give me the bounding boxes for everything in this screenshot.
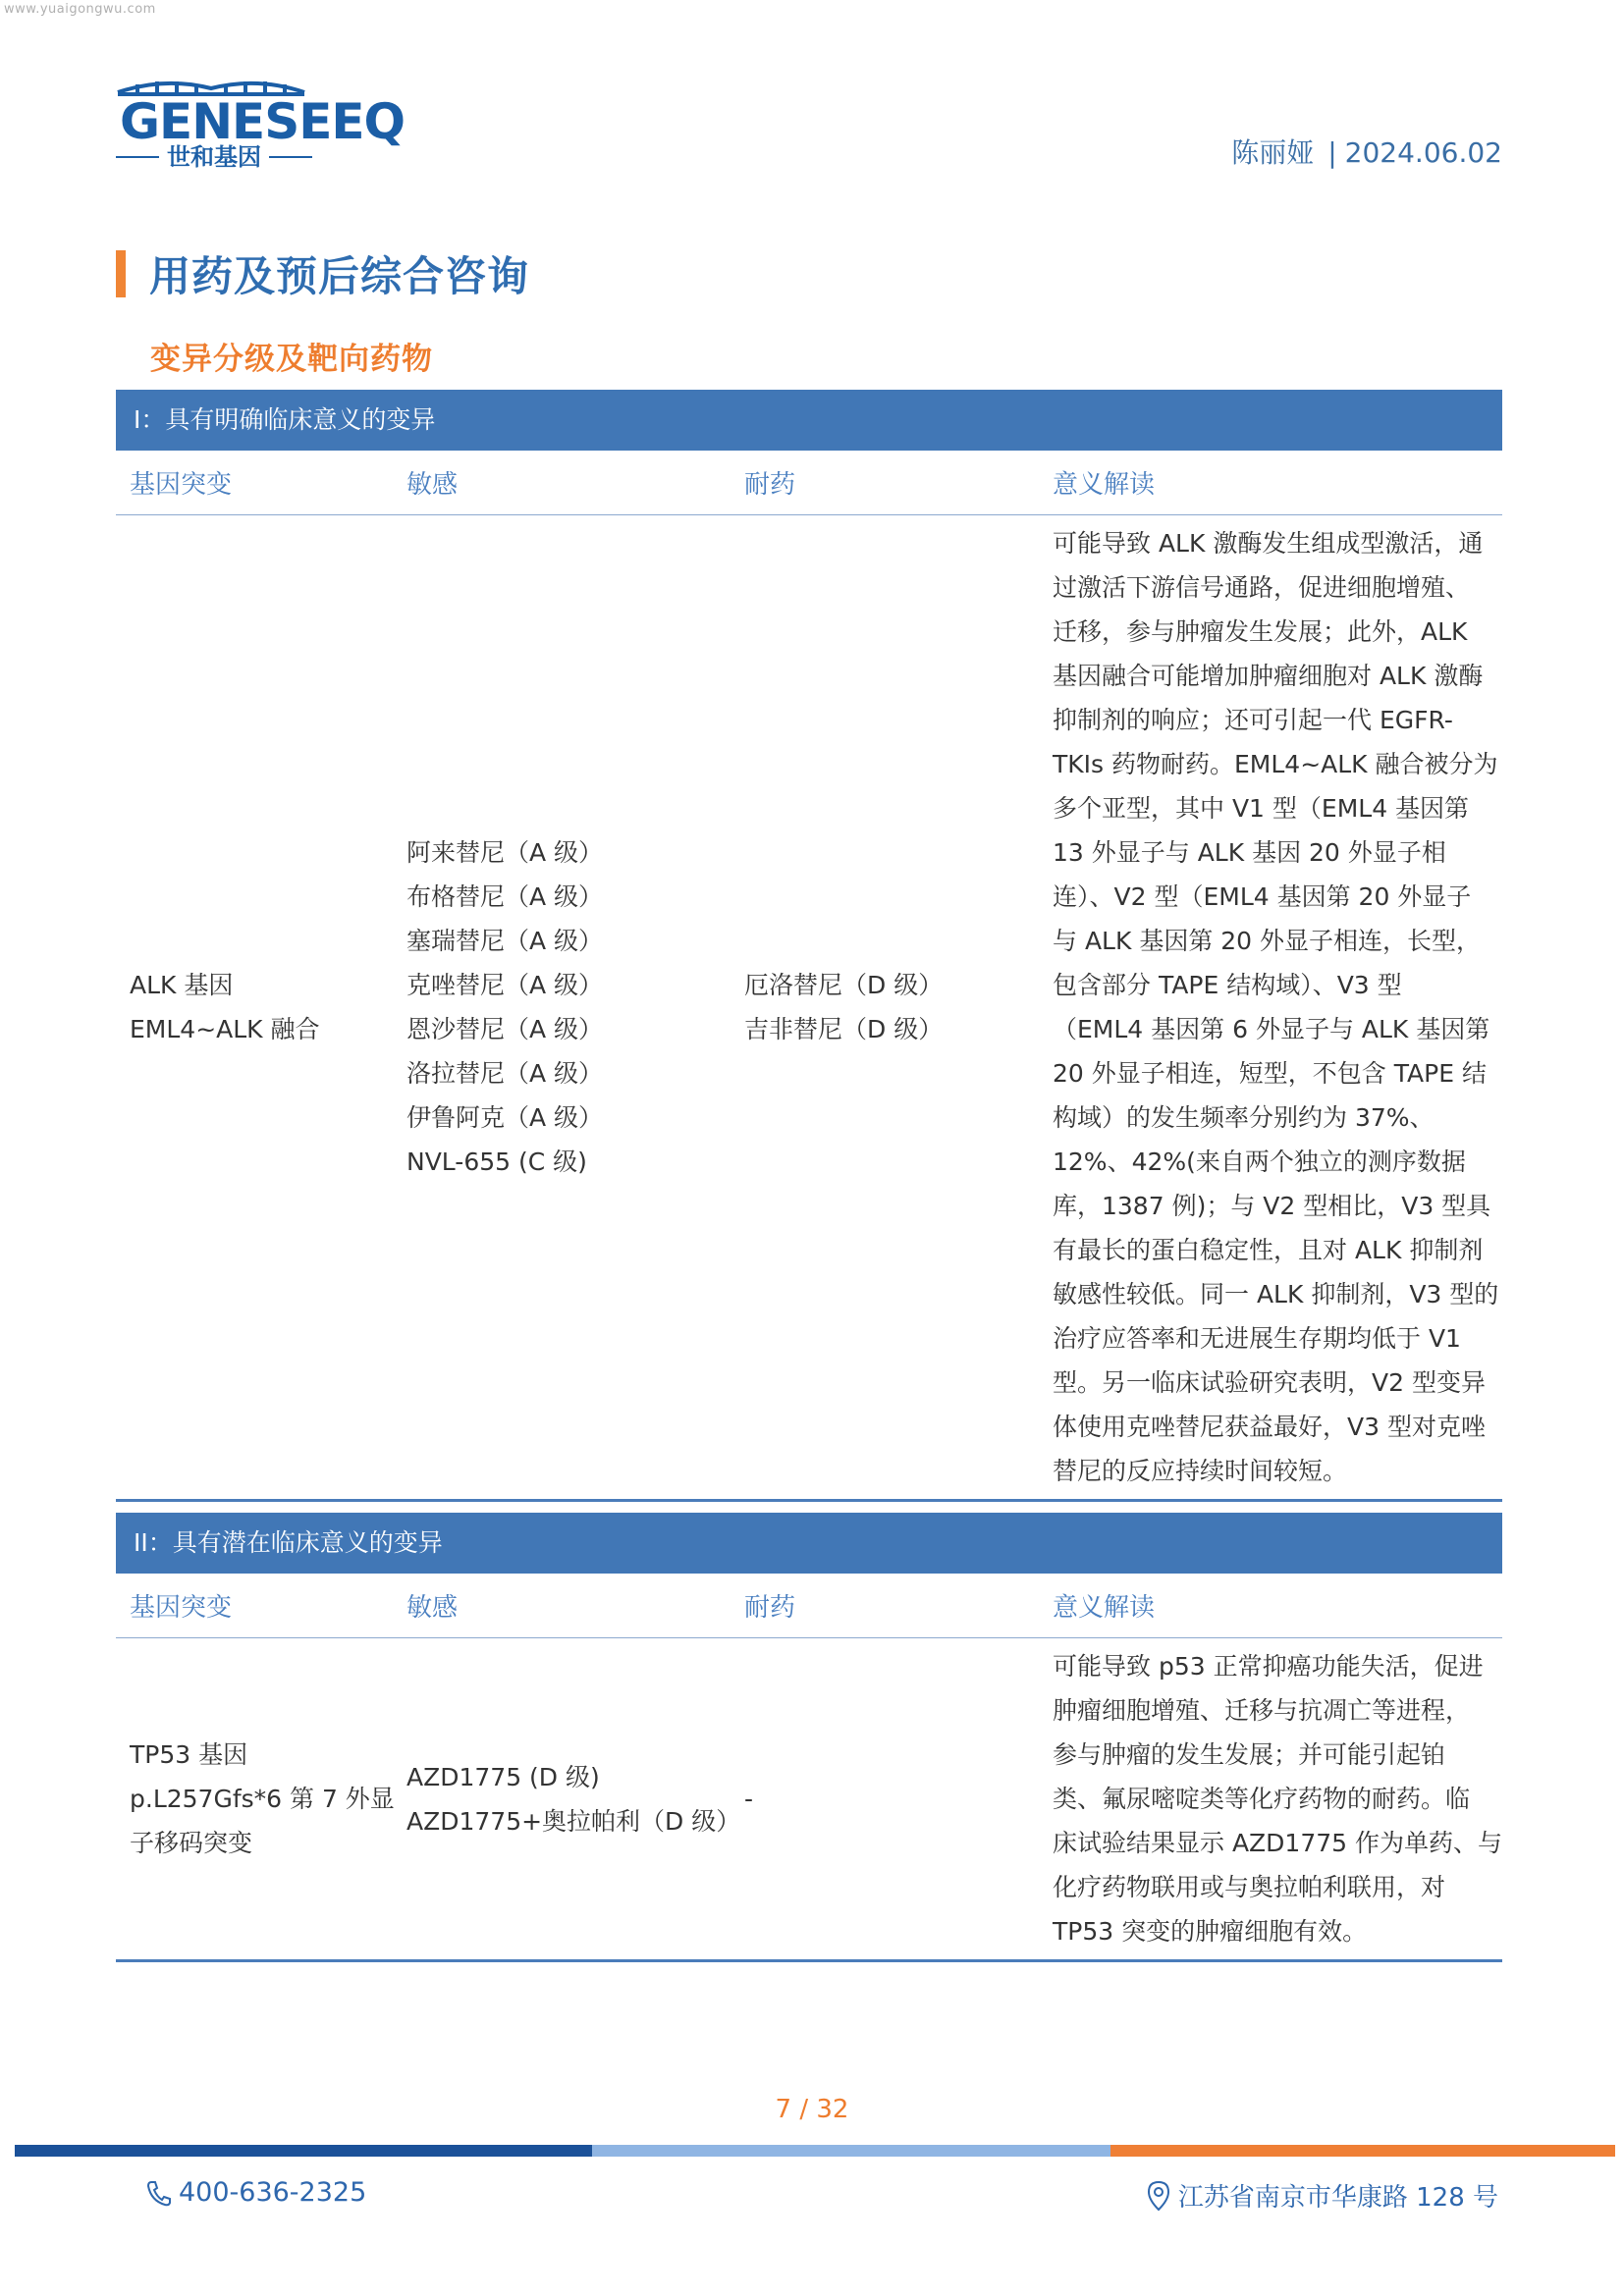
phone-icon	[145, 2179, 171, 2207]
tier1-column-headers	[116, 451, 1502, 515]
tier2-banner: II：具有潜在临床意义的变异	[116, 1513, 1502, 1574]
cell-line: 恩沙替尼（A 级）	[406, 1015, 604, 1043]
cell-line: 与 ALK 基因第 20 外显子相连，长型，	[1053, 927, 1482, 955]
cell-line: 可能导致 ALK 激酶发生组成型激活，通	[1053, 529, 1484, 558]
cell-line: 12%、42%(来自两个独立的测序数据	[1053, 1148, 1466, 1176]
tier1-table	[116, 390, 1502, 1502]
cell-line: 型。另一临床试验研究表明，V2 型变异	[1053, 1368, 1486, 1397]
table-row	[116, 1638, 1502, 1962]
logo-cn-text: 世和基因	[167, 143, 261, 171]
cell-line: 库，1387 例)；与 V2 型相比，V3 型具	[1053, 1192, 1491, 1220]
resistant-cell	[731, 515, 1039, 1499]
section-title	[116, 247, 529, 300]
cell-line: 体使用克唑替尼获益最好，V3 型对克唑	[1053, 1413, 1486, 1441]
cell-line: TP53 基因	[130, 1740, 248, 1769]
cell-line: 有最长的蛋白稳定性，且对 ALK 抑制剂	[1053, 1236, 1484, 1264]
cell-line: 敏感性较低。同一 ALK 抑制剂，V3 型的	[1053, 1280, 1499, 1308]
cell-line: 克唑替尼（A 级）	[406, 971, 604, 999]
logo-line-right	[269, 156, 312, 158]
section-title-text: 用药及预后综合咨询	[149, 252, 530, 300]
cell-line: 吉非替尼（D 级）	[744, 1015, 944, 1043]
cell-line: 化疗药物联用或与奥拉帕利联用，对	[1053, 1873, 1446, 1901]
logo-line-left	[116, 156, 159, 158]
table-row	[116, 515, 1502, 1502]
col-header-meaning: 意义解读	[1053, 470, 1156, 500]
cell-line: 洛拉替尼（A 级）	[406, 1059, 604, 1088]
col-header-resistant: 耐药	[744, 470, 796, 500]
footer-address	[1147, 2177, 1498, 2214]
cell-line: p.L257Gfs*6 第 7 外显	[130, 1785, 395, 1813]
sensitive-cell	[393, 515, 731, 1499]
patient-name: 陈丽娅	[1231, 136, 1315, 169]
cell-line: 参与肿瘤的发生发展；并可能引起铂	[1053, 1740, 1446, 1769]
cell-line: EML4~ALK 融合	[130, 1015, 320, 1043]
col-header-sensitive: 敏感	[406, 470, 459, 500]
cell-line: 包含部分 TAPE 结构域）、V3 型	[1053, 971, 1402, 999]
col-header-gene: 基因突变	[130, 470, 233, 500]
report-date: 2024.06.02	[1344, 136, 1502, 169]
cell-line: 床试验结果显示 AZD1775 作为单药、与	[1053, 1829, 1502, 1857]
footer-phone	[145, 2177, 366, 2208]
tier1-banner: I：具有明确临床意义的变异	[116, 390, 1502, 451]
meaning-cell	[1039, 515, 1502, 1499]
col-header-sensitive: 敏感	[406, 1593, 459, 1623]
cell-line: NVL-655 (C 级)	[406, 1148, 587, 1176]
gene-cell	[116, 1638, 393, 1959]
col-header-gene: 基因突变	[130, 1593, 233, 1623]
cell-line: AZD1775 (D 级)	[406, 1762, 600, 1791]
footer-bar-orange	[1110, 2145, 1615, 2157]
cell-line: 可能导致 p53 正常抑癌功能失活，促进	[1053, 1652, 1484, 1681]
cell-line: TP53 突变的肿瘤细胞有效。	[1053, 1917, 1368, 1946]
cell-line: 类、氟尿嘧啶类等化疗药物的耐药。临	[1053, 1785, 1471, 1813]
cell-line: 过激活下游信号通路，促进细胞增殖、	[1053, 573, 1471, 602]
cell-line: 布格替尼（A 级）	[406, 882, 604, 911]
cell-line: 抑制剂的响应；还可引起一代 EGFR-	[1053, 706, 1453, 734]
footer-bar-light-blue	[592, 2145, 1110, 2157]
cell-line: 伊鲁阿克（A 级）	[406, 1103, 604, 1132]
address-text: 江苏省南京市华康路 128 号	[1177, 2183, 1498, 2213]
section-accent-bar	[116, 250, 126, 297]
phone-number: 400-636-2325	[179, 2177, 367, 2208]
cell-line: 13 外显子与 ALK 基因 20 外显子相	[1053, 838, 1446, 867]
cell-line: 20 外显子相连，短型，不包含 TAPE 结	[1053, 1059, 1487, 1088]
tier2-column-headers	[116, 1574, 1502, 1638]
cell-line: （EML4 基因第 6 外显子与 ALK 基因第	[1053, 1015, 1490, 1043]
location-pin-icon	[1147, 2180, 1170, 2212]
cell-line: 子移码突变	[130, 1829, 253, 1857]
header-meta	[1231, 132, 1502, 171]
cell-line: 塞瑞替尼（A 级）	[406, 927, 604, 955]
cell-line: 厄洛替尼（D 级）	[744, 971, 944, 999]
cell-line: 替尼的反应持续时间较短。	[1053, 1457, 1348, 1485]
gene-cell	[116, 515, 393, 1499]
logo-cn-row	[116, 142, 312, 172]
meaning-cell	[1039, 1638, 1502, 1959]
cell-line: AZD1775+奥拉帕利（D 级）	[406, 1806, 741, 1836]
cell-line: ALK 基因	[130, 971, 234, 999]
cell-line: 迁移，参与肿瘤发生发展；此外，ALK	[1053, 617, 1468, 646]
footer-bar-dark-blue	[15, 2145, 592, 2157]
subsection-title: 变异分级及靶向药物	[150, 342, 433, 377]
cell-line: 构域）的发生频率分别约为 37%、	[1053, 1103, 1435, 1132]
cell-line: 阿来替尼（A 级）	[406, 838, 604, 867]
cell-line: 基因融合可能增加肿瘤细胞对 ALK 激酶	[1053, 662, 1484, 690]
header-separator: |	[1327, 136, 1337, 169]
logo-wordmark: GENESEEQ	[120, 93, 406, 150]
resistant-cell	[731, 1638, 1039, 1959]
col-header-meaning: 意义解读	[1053, 1593, 1156, 1623]
col-header-resistant: 耐药	[744, 1593, 796, 1623]
cell-line: -	[744, 1785, 754, 1813]
cell-line: TKIs 药物耐药。EML4~ALK 融合被分为	[1053, 750, 1498, 778]
footer-color-bar	[15, 2145, 1615, 2157]
page-number: 7 / 32	[775, 2095, 849, 2124]
cell-line: 多个亚型，其中 V1 型（EML4 基因第	[1053, 794, 1470, 823]
sensitive-cell	[393, 1638, 741, 1959]
watermark-text: www.yuaigongwu.com	[4, 2, 156, 17]
cell-line: 肿瘤细胞增殖、迁移与抗凋亡等进程，	[1053, 1696, 1471, 1725]
cell-line: 治疗应答率和无进展生存期均低于 V1	[1053, 1324, 1461, 1353]
cell-line: 连）、V2 型（EML4 基因第 20 外显子	[1053, 882, 1472, 911]
tier2-table	[116, 1513, 1502, 1962]
geneseeq-logo	[116, 79, 406, 177]
